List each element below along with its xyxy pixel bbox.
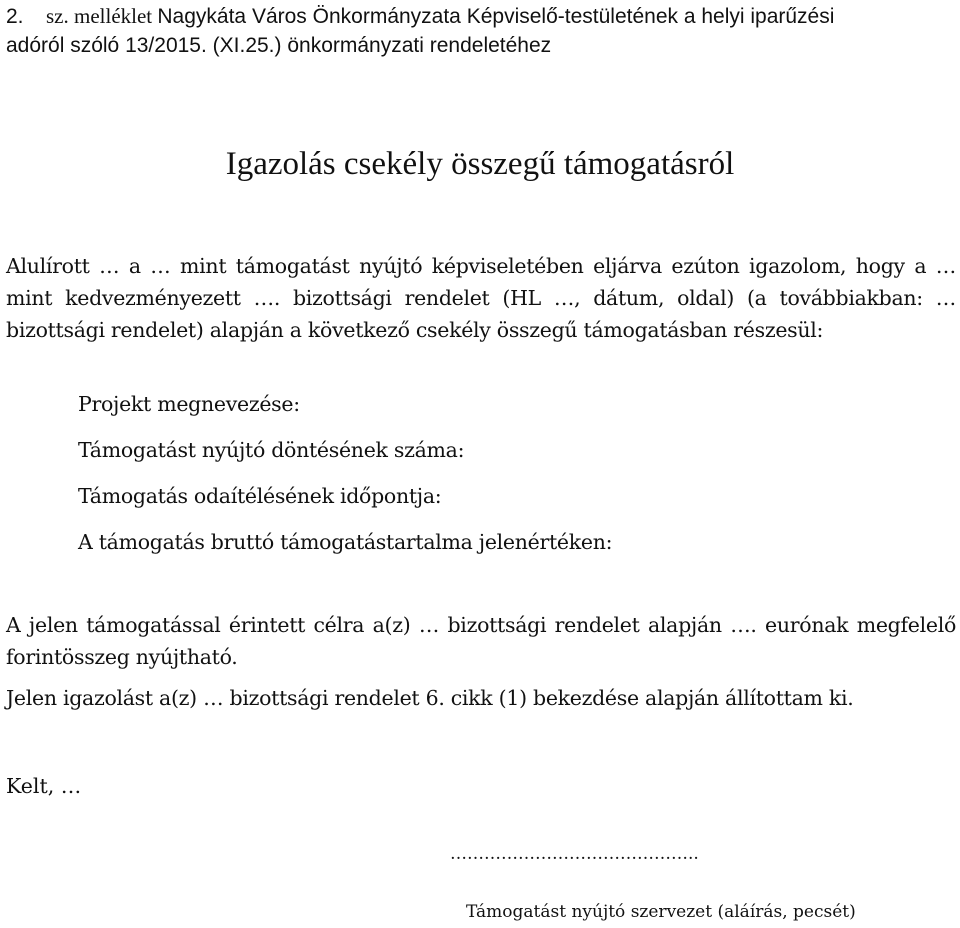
annex-regulation-title: Nagykáta Város Önkormányzata Képviselő-testületének a helyi iparűzési — [157, 5, 835, 28]
field-list — [78, 388, 948, 572]
field-gross-aid-value: A támogatás bruttó támogatástartalma jelenértéken: — [78, 530, 613, 554]
annex-header-line-1 — [6, 2, 946, 31]
issuance-basis-paragraph: Jelen igazolást a(z) … bizottsági rendelet 6. cikk (1) bekezdése alapján állítottam ki. — [6, 686, 854, 710]
signature-line: …………………………………….. — [450, 844, 699, 864]
field-decision-number: Támogatást nyújtó döntésének száma: — [78, 438, 465, 462]
annex-header — [6, 2, 946, 60]
field-award-date: Támogatás odaítélésének időpontja: — [78, 484, 442, 508]
document-title: Igazolás csekély összegű támogatásról — [225, 146, 735, 182]
field-project-name: Projekt megnevezése: — [78, 392, 300, 416]
annex-header-line-2: adóról szóló 13/2015. (XI.25.) önkormányzati rendeletéhez — [6, 34, 552, 57]
place-date: Kelt, … — [6, 774, 82, 798]
signature-caption: Támogatást nyújtó szervezet (aláírás, pecsét) — [466, 902, 856, 922]
annex-number: 2. — [6, 5, 24, 28]
intro-paragraph: Alulírott … a … mint támogatást nyújtó képviseletében eljárva ezúton igazolom, hogy a … mint kedvezményezett …. bizottsági rendelet (HL …, dátum, oldal) (a továbbiakban: … bizottsági rendelet) alapján a következő csekély összegű támogatásban részesül: — [6, 254, 956, 342]
annex-label: sz. melléklet — [46, 4, 158, 28]
eligible-amount-paragraph: A jelen támogatással érintett célra a(z) … bizottsági rendelet alapján …. eurónak megfelelő forintösszeg nyújtható. — [6, 613, 956, 669]
